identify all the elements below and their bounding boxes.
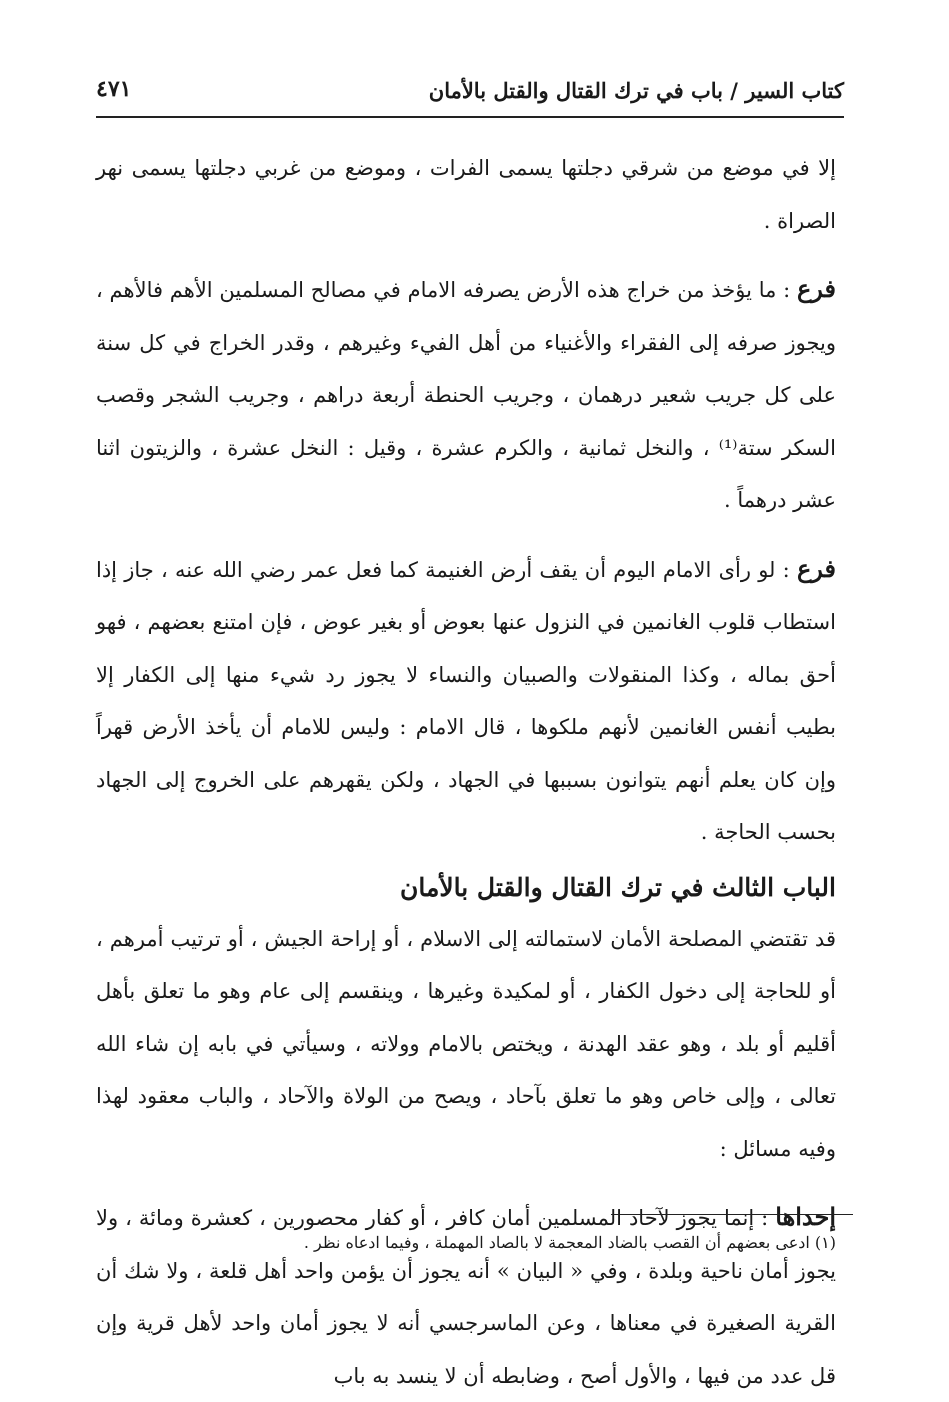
paragraph-5 <box>96 1191 836 1402</box>
paragraph-lead-first: إحداها <box>775 1202 836 1231</box>
chapter-title: كتاب السير / باب في ترك القتال والقتل بالأمان <box>428 78 844 103</box>
paragraph-text: : ما يؤخذ من خراج هذه الأرض يصرفه الامام في مصالح المسلمين الأهم فالأهم ، ويجوز صرفه إلى الفقراء والأغنياء من أهل الفيء وغيرهم ، وقدر الخراج في كل سنة على كل جريب شعير درهمان ، وجريب الحنطة أربعة دراهم ، وجريب الشجر وقصب السكر ستة⁽¹⁾ ، والنخل ثمانية ، والكرم عشرة ، وقيل : النخل عشرة ، والزيتون اثنا عشر درهماً . <box>96 278 836 512</box>
footnote: (١) ادعى بعضهم أن القصب بالضاد المعجمة لا بالصاد المهملة ، وفيما ادعاه نظر . <box>303 1233 836 1252</box>
header-rule <box>96 116 844 118</box>
paragraph-3 <box>96 543 836 859</box>
paragraph-lead-far: فرع <box>796 553 836 583</box>
paragraph-text: : لو رأى الامام اليوم أن يقف أرض الغنيمة كما فعل عمر رضي الله عنه ، جاز إذا استطاب قلوب الغانمين في النزول عنها بعوض أو بغير عوض ، فإن امتنع بعضهم ، فهو أحق بماله ، وكذا المنقولات والصبيان والنساء لا يجوز رد شيء منها إلى الكفار إلا بطيب أنفس الغانمين لأنهم ملكوها ، قال الامام : وليس للامام أن يأخذ الأرض قهراً وإن كان يعلم أنهم يتوانون بسببها في الجهاد ، ولكن يقهرهم على الخروج إلى الجهاد بحسب الحاجة . <box>96 557 836 844</box>
section-heading: الباب الثالث في ترك القتال والقتل بالأمان <box>399 872 836 902</box>
paragraph-1: إلا في موضع من شرقي دجلتها يسمى الفرات ، وموضع من غربي دجلتها يسمى نهر الصراة . <box>96 156 836 233</box>
paragraph-4: قد تقتضي المصلحة الأمان لاستمالته إلى الاسلام ، أو إراحة الجيش ، أو ترتيب أمرهم ، أو للحاجة إلى دخول الكفار ، أو لمكيدة وغيرها ، وينقسم إلى عام وهو ما تعلق بأهل أقليم أو بلد ، وهو عقد الهدنة ، ويختص بالامام وولاته ، وسيأتي في بابه إن شاء الله تعالى ، وإلى خاص وهو ما تعلق بآحاد ، ويصح من الولاة والآحاد ، والباب معقود لهذا وفيه مسائل : <box>96 926 836 1161</box>
paragraph-lead-far: فرع <box>796 274 837 303</box>
paragraph-2 <box>96 263 836 527</box>
paragraph-text: : إنما يجوز لآحاد المسلمين أمان كافر ، أو كفار محصورين ، كعشرة ومائة ، ولا يجوز أمان ناحية وبلدة ، وفي « البيان » أنه يجوز أن يؤمن واحد أهل قلعة ، ولا شك أن القرية الصغيرة في معناها ، وعن الماسرجسي أنه لا يجوز أمان واحد لأهل قرية وإن قل عدد من فيها ، والأول أصح ، وضابطه أن لا ينسد به باب <box>96 1206 836 1388</box>
main-text <box>96 142 836 1402</box>
page-number: ٤٧١ <box>96 76 132 102</box>
footnote-rule <box>611 1214 853 1215</box>
running-header <box>96 72 844 118</box>
